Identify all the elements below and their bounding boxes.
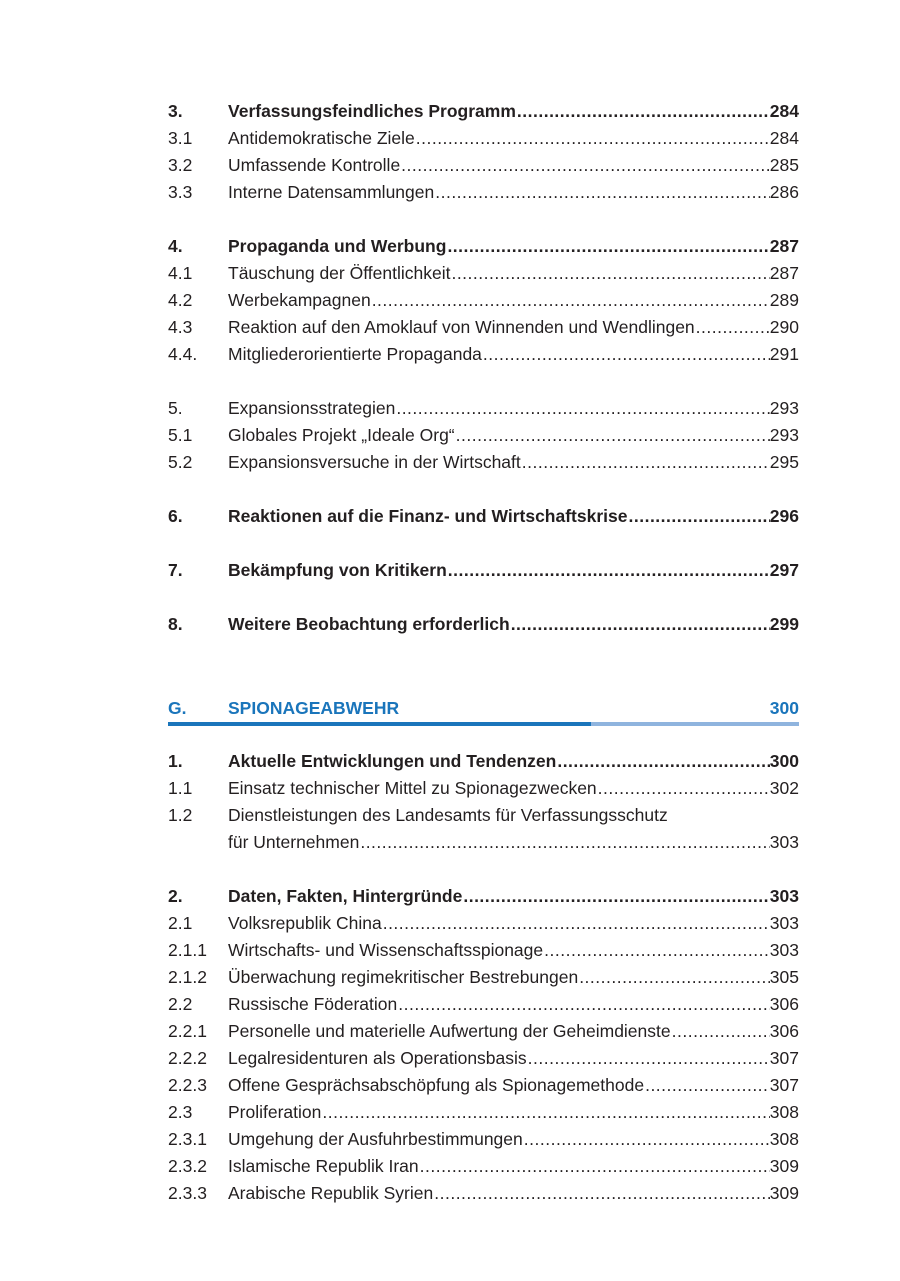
toc-entry[interactable] — [168, 1126, 799, 1153]
section-gap — [168, 584, 799, 611]
toc-entry[interactable] — [168, 233, 799, 260]
toc-entry-title: Personelle und materielle Aufwertung der Geheimdienste — [228, 1021, 671, 1041]
toc-entry[interactable] — [168, 260, 799, 287]
toc-entry-number: 4.3 — [168, 317, 193, 337]
toc-entry-title: für Unternehmen — [228, 832, 360, 852]
toc-entry-body — [228, 1126, 799, 1153]
toc-entry-title: Offene Gesprächsabschöpfung als Spionagemethode — [228, 1075, 645, 1095]
dot-leader — [456, 422, 770, 449]
toc-entry-title: Werbekampagnen — [228, 290, 371, 310]
toc-entry-body — [228, 179, 799, 206]
toc-entry-page: 303 — [769, 940, 799, 960]
toc-entry-number: 4.4. — [168, 344, 198, 364]
dot-leader — [672, 1018, 770, 1045]
section-gap — [168, 476, 799, 503]
dot-leader — [528, 1045, 770, 1072]
chapter-spacer — [168, 638, 799, 693]
section-gap — [168, 530, 799, 557]
toc-entry-number: 2.3.3 — [168, 1183, 207, 1203]
dot-leader — [511, 611, 770, 638]
toc-entry[interactable] — [168, 883, 799, 910]
section-gap — [168, 206, 799, 233]
toc-entry-page: 307 — [769, 1075, 799, 1095]
toc-entry-page: 293 — [769, 425, 799, 445]
toc-entry[interactable] — [168, 829, 799, 856]
toc-entry-page: 289 — [769, 290, 799, 310]
toc-entry-body — [228, 775, 799, 802]
dot-leader — [448, 557, 770, 584]
toc-entry-number: 1. — [168, 751, 183, 771]
toc-entry-title: Aktuelle Entwicklungen und Tendenzen — [228, 751, 557, 771]
chapter-page: 300 — [769, 698, 799, 718]
toc-entry-body — [228, 314, 799, 341]
dot-leader — [524, 1126, 770, 1153]
toc-entry-page: 306 — [769, 994, 799, 1014]
toc-entry-title: Reaktion auf den Amoklauf von Winnenden und Wendlingen — [228, 317, 695, 337]
chapter-title: SPIONAGEABWEHR — [228, 698, 400, 718]
dot-leader — [398, 991, 770, 1018]
toc-entry-title: Umfassende Kontrolle — [228, 155, 401, 175]
chapter-sections — [168, 748, 799, 1207]
chapter-rule — [168, 722, 799, 726]
toc-entry-title: Antidemokratische Ziele — [228, 128, 415, 148]
toc-entry-body — [228, 233, 799, 260]
dot-leader — [483, 341, 770, 368]
toc-entry[interactable] — [168, 152, 799, 179]
toc-entry[interactable] — [168, 395, 799, 422]
table-of-contents — [168, 98, 799, 1207]
dot-leader — [579, 964, 770, 991]
toc-entry-page: 309 — [769, 1183, 799, 1203]
toc-entry-number: 2.1 — [168, 913, 193, 933]
toc-entry-title: Mitgliederorientierte Propaganda — [228, 344, 482, 364]
chapter-heading[interactable] — [168, 693, 799, 723]
toc-entry-number: 2.1.1 — [168, 940, 207, 960]
toc-entry-number: 5. — [168, 398, 183, 418]
toc-entry-number: 6. — [168, 506, 183, 526]
toc-entry-body — [228, 883, 799, 910]
toc-entry-number: 3.2 — [168, 155, 193, 175]
toc-entry-page: 300 — [769, 751, 799, 771]
toc-entry[interactable] — [168, 422, 799, 449]
toc-entry-body — [228, 802, 799, 829]
toc-entry-body — [228, 125, 799, 152]
toc-entry-body — [228, 964, 799, 991]
dot-leader — [544, 937, 770, 964]
toc-entry[interactable] — [168, 1153, 799, 1180]
toc-entry-title: Russische Föderation — [228, 994, 398, 1014]
toc-entry-page: 284 — [769, 128, 799, 148]
toc-entry-title: Islamische Republik Iran — [228, 1156, 419, 1176]
toc-entry-number: 8. — [168, 614, 183, 634]
dot-leader — [383, 910, 770, 937]
toc-entry-body — [228, 287, 799, 314]
toc-entry-title: Globales Projekt „Ideale Org“ — [228, 425, 455, 445]
dot-leader — [372, 287, 770, 314]
toc-entry-number: 2.2.3 — [168, 1075, 207, 1095]
toc-entry-page: 306 — [769, 1021, 799, 1041]
toc-entry-title: Volksrepublik China — [228, 913, 382, 933]
section-gap — [168, 368, 799, 395]
toc-entry-page: 296 — [769, 506, 799, 526]
toc-entry-number: 4. — [168, 236, 183, 256]
toc-entry-page: 305 — [769, 967, 799, 987]
toc-entry-body — [228, 557, 799, 584]
toc-entry[interactable] — [168, 503, 799, 530]
section-gap — [168, 856, 799, 883]
toc-entry-page: 308 — [769, 1102, 799, 1122]
toc-entry-page: 308 — [769, 1129, 799, 1149]
toc-entry[interactable] — [168, 748, 799, 775]
toc-entry[interactable] — [168, 179, 799, 206]
toc-entry-body — [228, 98, 799, 125]
toc-entry-body — [228, 910, 799, 937]
toc-entry-body — [228, 1045, 799, 1072]
toc-entry-page: 293 — [769, 398, 799, 418]
toc-entry-page: 295 — [769, 452, 799, 472]
toc-entry-body — [228, 1153, 799, 1180]
toc-entry-body — [228, 152, 799, 179]
dot-leader — [416, 125, 770, 152]
dot-leader — [360, 829, 769, 856]
toc-entry-title: Täuschung der Öffentlichkeit — [228, 263, 451, 283]
toc-entry[interactable] — [168, 1180, 799, 1207]
toc-entry[interactable] — [168, 314, 799, 341]
toc-entry-page: 286 — [769, 182, 799, 202]
toc-entry-page: 309 — [769, 1156, 799, 1176]
toc-entry-body — [228, 449, 799, 476]
toc-entry-number: 3.1 — [168, 128, 193, 148]
toc-entry-body — [228, 611, 799, 638]
toc-entry-body — [228, 422, 799, 449]
toc-entry-title: Expansionsversuche in der Wirtschaft — [228, 452, 521, 472]
toc-entry[interactable] — [168, 1018, 799, 1045]
toc-entry-title: Arabische Republik Syrien — [228, 1183, 434, 1203]
toc-entry-number: 1.1 — [168, 778, 193, 798]
toc-entry-title: Verfassungsfeindliches Programm — [228, 101, 516, 121]
toc-entry[interactable] — [168, 937, 799, 964]
toc-entry-title: Überwachung regimekritischer Bestrebungen — [228, 967, 579, 987]
dot-leader — [434, 1180, 770, 1207]
toc-entry[interactable] — [168, 287, 799, 314]
toc-entry-number: 1.2 — [168, 805, 193, 825]
toc-entry[interactable] — [168, 1072, 799, 1099]
toc-entry[interactable] — [168, 449, 799, 476]
dot-leader — [447, 233, 769, 260]
toc-entry-page: 303 — [769, 913, 799, 933]
toc-entry-number: 2.2.2 — [168, 1048, 207, 1068]
toc-entry-number: 7. — [168, 560, 183, 580]
dot-leader — [645, 1072, 770, 1099]
toc-entry-title: Dienstleistungen des Landesamts für Verfassungsschutz — [228, 805, 668, 825]
toc-entry-title: Weitere Beobachtung erforderlich — [228, 614, 510, 634]
dot-leader — [322, 1099, 769, 1126]
toc-entry-page: 302 — [769, 778, 799, 798]
dot-leader — [435, 179, 770, 206]
toc-entry-number: 2.3.2 — [168, 1156, 207, 1176]
toc-entry[interactable] — [168, 611, 799, 638]
dot-leader — [522, 449, 770, 476]
toc-entry-title: Propaganda und Werbung — [228, 236, 447, 256]
toc-entry[interactable] — [168, 775, 799, 802]
toc-entry[interactable] — [168, 802, 799, 829]
toc-entry[interactable] — [168, 98, 799, 125]
toc-entry-title: Umgehung der Ausfuhrbestimmungen — [228, 1129, 523, 1149]
toc-entry[interactable] — [168, 910, 799, 937]
dot-leader — [451, 260, 769, 287]
toc-entry-title: Legalresidenturen als Operationsbasis — [228, 1048, 527, 1068]
dot-leader — [401, 152, 770, 179]
toc-entry[interactable] — [168, 125, 799, 152]
dot-leader — [557, 748, 769, 775]
toc-entry-number: 4.1 — [168, 263, 193, 283]
dot-leader — [629, 503, 770, 530]
toc-entry-title: Interne Datensammlungen — [228, 182, 435, 202]
dot-leader — [598, 775, 770, 802]
toc-entry-body — [228, 503, 799, 530]
toc-entry-number: 2.2 — [168, 994, 193, 1014]
dot-leader — [420, 1153, 770, 1180]
toc-entry-body — [228, 829, 799, 856]
toc-entry-page: 297 — [769, 560, 799, 580]
toc-entry[interactable] — [168, 964, 799, 991]
toc-entry-body — [228, 991, 799, 1018]
toc-entry-number: 2.3.1 — [168, 1129, 207, 1149]
toc-entry-page: 299 — [769, 614, 799, 634]
toc-entry-number: 2.2.1 — [168, 1021, 207, 1041]
toc-entry[interactable] — [168, 991, 799, 1018]
toc-entry-page: 303 — [769, 832, 799, 852]
toc-sections — [168, 98, 799, 638]
toc-entry-page: 287 — [769, 263, 799, 283]
toc-entry-title: Einsatz technischer Mittel zu Spionagezwecken — [228, 778, 597, 798]
toc-entry-title: Daten, Fakten, Hintergründe — [228, 886, 463, 906]
toc-entry-body — [228, 1180, 799, 1207]
toc-entry-page: 285 — [769, 155, 799, 175]
toc-entry-page: 291 — [769, 344, 799, 364]
dot-leader — [696, 314, 770, 341]
toc-entry-page: 290 — [769, 317, 799, 337]
toc-entry-page: 303 — [769, 886, 799, 906]
toc-entry-page: 284 — [769, 101, 799, 121]
toc-entry-body — [228, 260, 799, 287]
toc-entry-body — [228, 1018, 799, 1045]
toc-entry-body — [228, 341, 799, 368]
toc-entry-title: Expansionsstrategien — [228, 398, 396, 418]
toc-entry-title: Bekämpfung von Kritikern — [228, 560, 447, 580]
toc-entry[interactable] — [168, 557, 799, 584]
toc-entry-number: 5.2 — [168, 452, 193, 472]
toc-entry-body — [228, 1099, 799, 1126]
toc-entry-number: 5.1 — [168, 425, 193, 445]
toc-entry-page: 287 — [769, 236, 799, 256]
toc-entry-body — [228, 937, 799, 964]
chapter-spacer-after — [168, 723, 799, 748]
toc-entry-title: Proliferation — [228, 1102, 322, 1122]
toc-entry-title: Wirtschafts- und Wissenschaftsspionage — [228, 940, 544, 960]
toc-entry-body — [228, 748, 799, 775]
toc-entry-number: 2. — [168, 886, 183, 906]
toc-entry[interactable] — [168, 1045, 799, 1072]
toc-entry-number: 3. — [168, 101, 183, 121]
toc-entry-number: 4.2 — [168, 290, 193, 310]
dot-leader — [463, 883, 769, 910]
toc-entry[interactable] — [168, 341, 799, 368]
chapter-number: G. — [168, 698, 187, 718]
toc-entry-number: 2.1.2 — [168, 967, 207, 987]
toc-entry-body — [228, 1072, 799, 1099]
toc-entry-number: 2.3 — [168, 1102, 193, 1122]
dot-leader — [517, 98, 770, 125]
toc-entry[interactable] — [168, 1099, 799, 1126]
toc-entry-body — [228, 395, 799, 422]
dot-leader — [396, 395, 769, 422]
toc-entry-number: 3.3 — [168, 182, 193, 202]
toc-entry-title: Reaktionen auf die Finanz- und Wirtschaftskrise — [228, 506, 628, 526]
toc-entry-page: 307 — [769, 1048, 799, 1068]
